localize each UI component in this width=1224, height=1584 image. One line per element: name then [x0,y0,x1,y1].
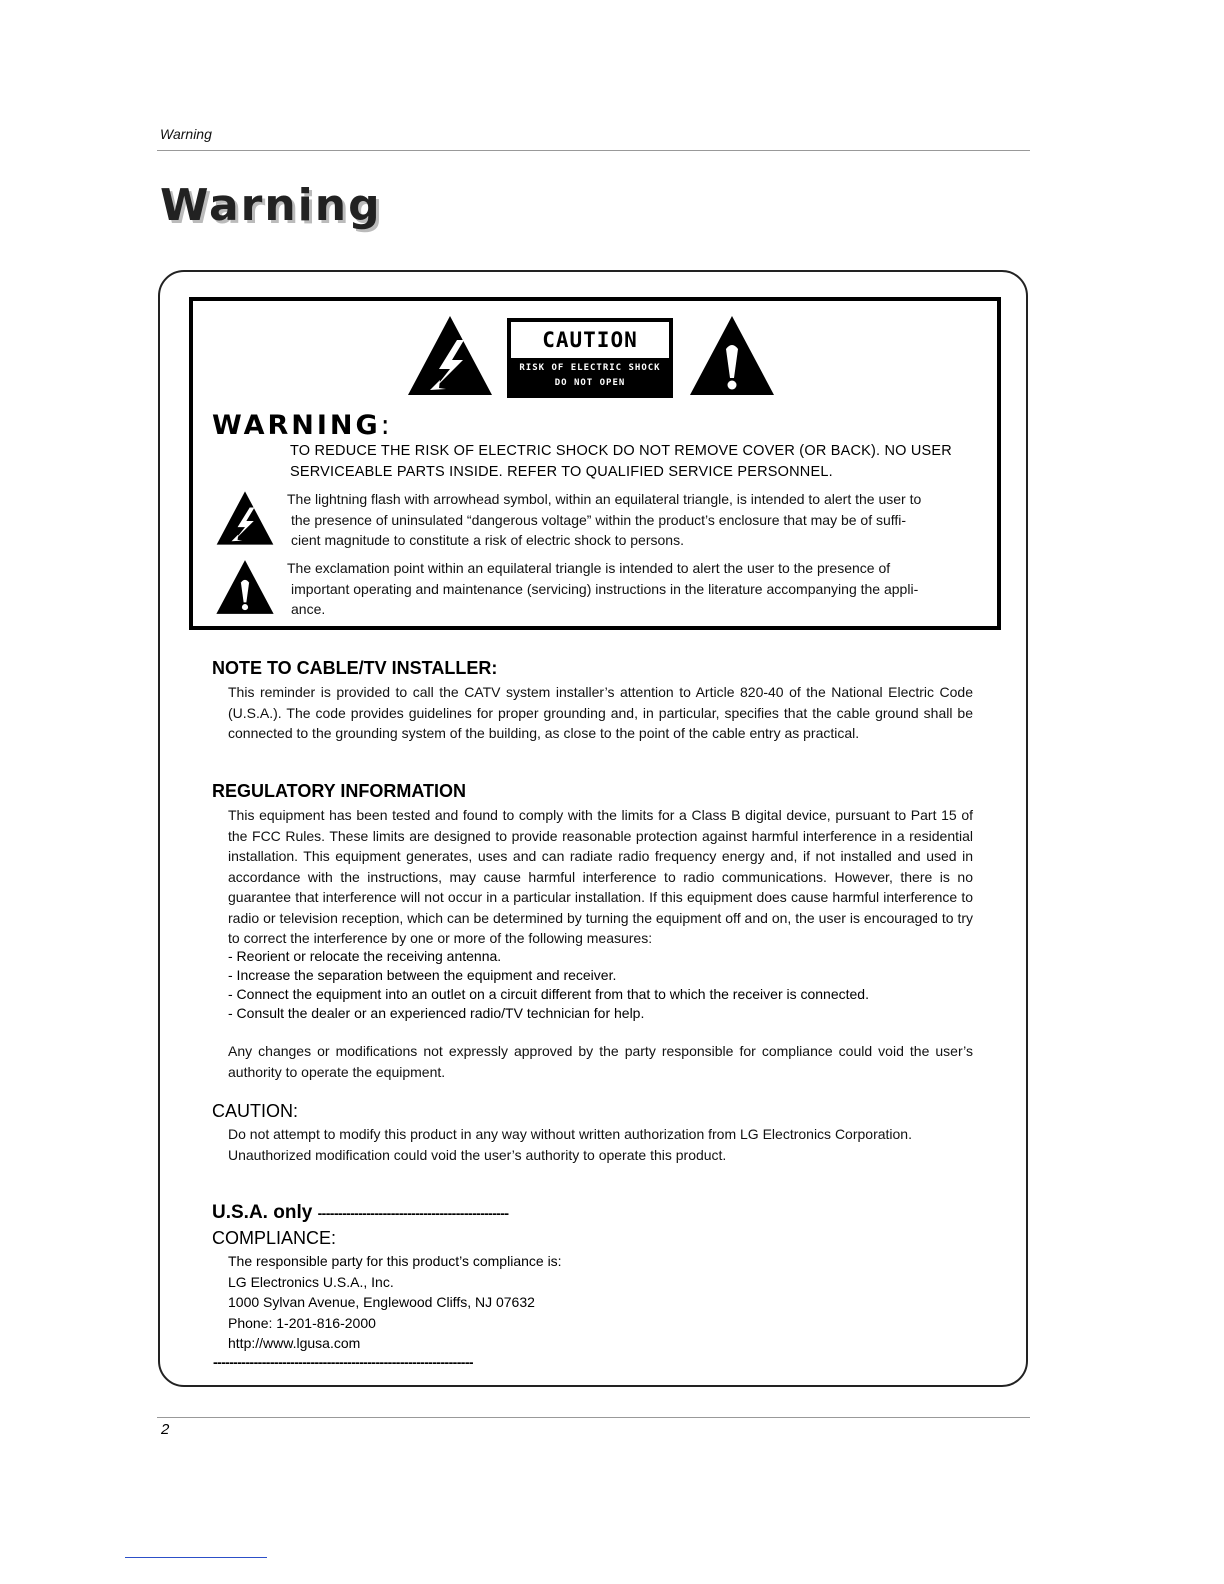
compliance-lines [228,1251,562,1354]
compliance-line: 1000 Sylvan Avenue, Englewood Cliffs, NJ 07632 [228,1294,535,1311]
exclamation-triangle-icon [688,314,776,397]
lightning-triangle-icon [406,314,494,397]
cable-note-heading: NOTE TO CABLE/TV INSTALLER: [212,658,498,678]
lightning-description [287,489,987,551]
cable-note-body [228,682,973,744]
caution-label [507,318,673,398]
caution-heading: CAUTION: [212,1101,299,1121]
changes-paragraph: Any changes or modifications not expressly approved by the party responsible for compliance could void the user’s authority to operate the equipment. [228,1043,973,1080]
compliance-url: http://www.lgusa.com [228,1335,361,1352]
caution-label-line1: RISK OF ELECTRIC SHOCK [519,363,661,373]
regulatory-measures [228,947,869,1023]
warning-caps-line: TO REDUCE THE RISK OF ELECTRIC SHOCK DO NOT REMOVE COVER (OR BACK). NO USER [290,443,952,459]
caution-label-title: CAUTION [511,322,669,358]
text-line: important operating and maintenance (servicing) instructions in the literature accompanying the appli- [291,580,919,597]
caution-body [228,1124,912,1165]
text-line: ance. [291,601,326,617]
warning-heading [212,410,393,441]
text-line: cient magnitude to constitute a risk of electric shock to persons. [291,532,684,548]
lightning-triangle-icon [215,490,275,546]
list-item: - Consult the dealer or an experienced radio/TV technician for help. [228,1005,645,1021]
page-number: 2 [161,1421,170,1438]
regulatory-heading: REGULATORY INFORMATION [212,781,466,801]
list-item: - Connect the equipment into an outlet on a circuit different from that to which the receiver is connected. [228,986,869,1002]
compliance-line: LG Electronics U.S.A., Inc. [228,1273,394,1290]
compliance-heading: COMPLIANCE: [212,1228,337,1248]
footer-rule [157,1417,1030,1418]
regulatory-paragraph: This equipment has been tested and found to comply with the limits for a Class B digital device, pursuant to Part 15 of the FCC Rules. These limits are designed to provide reasonable protection against harmful interference in a residential installation. This equipment generates, uses and can radiate radio frequency energy and, if not installed and used in accordance with the instructions, may cause harmful interference to radio communications. However, there is no guarantee that interference will not occur in a particular installation. If this equipment does cause harmful interference to radio or television reception, which can be determined by turning the equipment off and on, the user is encouraged to try to correct the interference by one or more of the following measures: [228,807,973,946]
page-title: Warning [160,180,382,231]
text-line: Unauthorized modification could void the user’s authority to operate this product. [228,1146,727,1163]
header-rule [157,150,1030,151]
cable-note-paragraph: This reminder is provided to call the CATV system installer’s attention to Article 820-40 of the National Electric Code (U.S.A.). The code provides guidelines for proper grounding and, in particular, specifies that the cable ground shall be connected to the grounding system of the building, as close to the point of the cable entry as practical. [228,684,973,741]
text-line: The lightning flash with arrowhead symbol, within an equilateral triangle, is intended to alert the user to [287,491,922,507]
exclamation-description [287,558,987,620]
usa-only-dashes: ----------------------------------------------- [317,1205,509,1221]
regulatory-body [228,805,973,949]
changes-notice [228,1041,973,1082]
list-item: - Reorient or relocate the receiving antenna. [228,948,502,964]
closing-dashes: ---------------------------------------------------------------- [213,1354,473,1370]
caution-label-line2: DO NOT OPEN [554,378,626,388]
warning-heading-text: WARNING [212,410,381,441]
footer-link-line [125,1557,267,1558]
text-line: The exclamation point within an equilateral triangle is intended to alert the user to the presence of [287,560,891,576]
warning-caps-line: SERVICEABLE PARTS INSIDE. REFER TO QUALIFIED SERVICE PERSONNEL. [290,463,833,480]
exclamation-triangle-icon [215,558,275,616]
list-item: - Increase the separation between the equipment and receiver. [228,967,617,983]
compliance-line: The responsible party for this product’s compliance is: [228,1253,562,1269]
usa-only-label: U.S.A. only [212,1202,313,1223]
warning-caps-text [290,441,980,482]
text-line: the presence of uninsulated “dangerous voltage” within the product’s enclosure that may be of suffi- [291,511,907,528]
text-line: Do not attempt to modify this product in any way without written authorization from LG Electronics Corporation. [228,1126,912,1142]
running-header: Warning [160,126,212,142]
warning-heading-colon: : [380,410,393,441]
usa-only-heading [212,1202,509,1224]
compliance-line: Phone: 1-201-816-2000 [228,1314,376,1331]
